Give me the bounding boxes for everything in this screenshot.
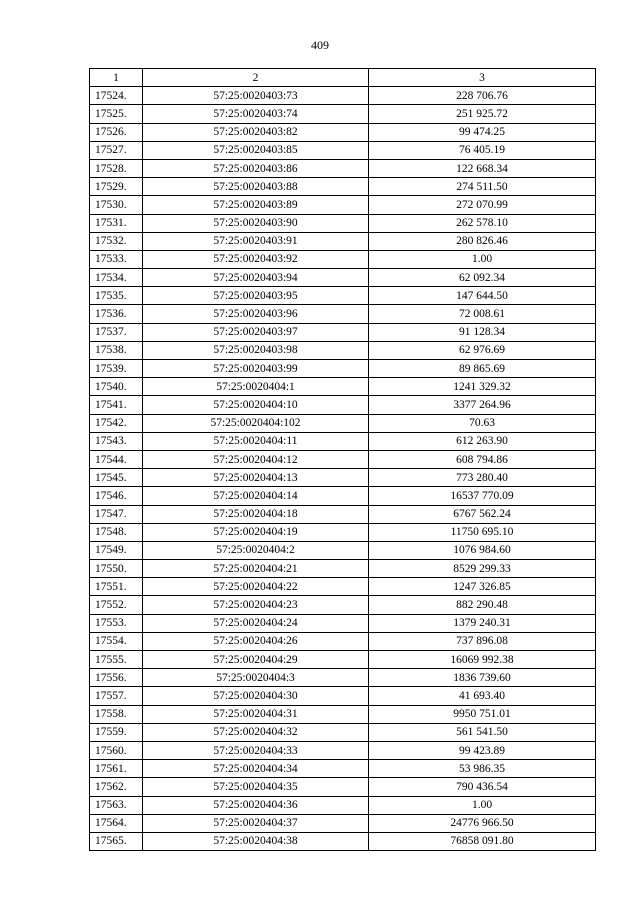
table-row <box>90 432 596 450</box>
table-row <box>90 287 596 305</box>
value-cell: 76858 091.80 <box>369 832 596 850</box>
value-cell: 6767 562.24 <box>369 505 596 523</box>
row-number-cell: 17551. <box>90 578 143 596</box>
row-number-cell: 17562. <box>90 778 143 796</box>
value-cell: 274 511.50 <box>369 178 596 196</box>
table-row <box>90 214 596 232</box>
table-row <box>90 778 596 796</box>
row-number-cell: 17524. <box>90 87 143 105</box>
table-row <box>90 687 596 705</box>
cadastral-number-cell: 57:25:0020404:11 <box>143 432 369 450</box>
cadastral-number-cell: 57:25:0020404:35 <box>143 778 369 796</box>
row-number-cell: 17526. <box>90 123 143 141</box>
value-cell: 9950 751.01 <box>369 705 596 723</box>
page-number: 409 <box>311 38 329 52</box>
row-number-cell: 17536. <box>90 305 143 323</box>
cadastral-number-cell: 57:25:0020403:95 <box>143 287 369 305</box>
data-table <box>89 68 596 851</box>
table-row <box>90 250 596 268</box>
value-cell: 89 865.69 <box>369 360 596 378</box>
table-row <box>90 323 596 341</box>
row-number-cell: 17565. <box>90 832 143 850</box>
cadastral-number-cell: 57:25:0020404:1 <box>143 378 369 396</box>
row-number-cell: 17553. <box>90 614 143 632</box>
table-row <box>90 269 596 287</box>
cadastral-number-cell: 57:25:0020404:30 <box>143 687 369 705</box>
cadastral-number-cell: 57:25:0020403:85 <box>143 141 369 159</box>
value-cell: 773 280.40 <box>369 469 596 487</box>
value-cell: 228 706.76 <box>369 87 596 105</box>
table-row <box>90 796 596 814</box>
table-row <box>90 159 596 177</box>
row-number-cell: 17547. <box>90 505 143 523</box>
cadastral-number-cell: 57:25:0020404:31 <box>143 705 369 723</box>
value-cell: 262 578.10 <box>369 214 596 232</box>
value-cell: 1241 329.32 <box>369 378 596 396</box>
table-row <box>90 196 596 214</box>
row-number-cell: 17560. <box>90 741 143 759</box>
row-number-cell: 17542. <box>90 414 143 432</box>
column-header-2: 2 <box>143 69 369 87</box>
row-number-cell: 17557. <box>90 687 143 705</box>
value-cell: 8529 299.33 <box>369 560 596 578</box>
row-number-cell: 17561. <box>90 760 143 778</box>
value-cell: 99 474.25 <box>369 123 596 141</box>
row-number-cell: 17529. <box>90 178 143 196</box>
table-row <box>90 414 596 432</box>
table-row <box>90 723 596 741</box>
value-cell: 790 436.54 <box>369 778 596 796</box>
cadastral-number-cell: 57:25:0020404:13 <box>143 469 369 487</box>
cadastral-number-cell: 57:25:0020404:2 <box>143 541 369 559</box>
row-number-cell: 17549. <box>90 541 143 559</box>
cadastral-number-cell: 57:25:0020404:12 <box>143 450 369 468</box>
row-number-cell: 17525. <box>90 105 143 123</box>
value-cell: 62 976.69 <box>369 341 596 359</box>
table-row <box>90 378 596 396</box>
value-cell: 882 290.48 <box>369 596 596 614</box>
table-row <box>90 705 596 723</box>
value-cell: 11750 695.10 <box>369 523 596 541</box>
row-number-cell: 17548. <box>90 523 143 541</box>
table-row <box>90 760 596 778</box>
table-row <box>90 505 596 523</box>
row-number-cell: 17555. <box>90 651 143 669</box>
value-cell: 122 668.34 <box>369 159 596 177</box>
row-number-cell: 17554. <box>90 632 143 650</box>
value-cell: 612 263.90 <box>369 432 596 450</box>
table-row <box>90 596 596 614</box>
row-number-cell: 17563. <box>90 796 143 814</box>
cadastral-number-cell: 57:25:0020403:74 <box>143 105 369 123</box>
cadastral-number-cell: 57:25:0020404:29 <box>143 651 369 669</box>
row-number-cell: 17541. <box>90 396 143 414</box>
row-number-cell: 17531. <box>90 214 143 232</box>
row-number-cell: 17552. <box>90 596 143 614</box>
row-number-cell: 17535. <box>90 287 143 305</box>
value-cell: 91 128.34 <box>369 323 596 341</box>
table-row <box>90 651 596 669</box>
cadastral-number-cell: 57:25:0020404:38 <box>143 832 369 850</box>
cadastral-number-cell: 57:25:0020404:21 <box>143 560 369 578</box>
value-cell: 24776 966.50 <box>369 814 596 832</box>
table-row <box>90 632 596 650</box>
value-cell: 16537 770.09 <box>369 487 596 505</box>
row-number-cell: 17534. <box>90 269 143 287</box>
row-number-cell: 17556. <box>90 669 143 687</box>
cadastral-number-cell: 57:25:0020404:36 <box>143 796 369 814</box>
value-cell: 1076 984.60 <box>369 541 596 559</box>
cadastral-number-cell: 57:25:0020404:33 <box>143 741 369 759</box>
table-row <box>90 814 596 832</box>
value-cell: 147 644.50 <box>369 287 596 305</box>
cadastral-number-cell: 57:25:0020403:99 <box>143 360 369 378</box>
cadastral-number-cell: 57:25:0020403:98 <box>143 341 369 359</box>
cadastral-number-cell: 57:25:0020403:92 <box>143 250 369 268</box>
cadastral-number-cell: 57:25:0020403:91 <box>143 232 369 250</box>
cadastral-number-cell: 57:25:0020403:96 <box>143 305 369 323</box>
row-number-cell: 17564. <box>90 814 143 832</box>
row-number-cell: 17538. <box>90 341 143 359</box>
row-number-cell: 17528. <box>90 159 143 177</box>
column-header-1: 1 <box>90 69 143 87</box>
cadastral-number-cell: 57:25:0020404:19 <box>143 523 369 541</box>
value-cell: 76 405.19 <box>369 141 596 159</box>
cadastral-number-cell: 57:25:0020403:90 <box>143 214 369 232</box>
value-cell: 280 826.46 <box>369 232 596 250</box>
table-row <box>90 469 596 487</box>
row-number-cell: 17545. <box>90 469 143 487</box>
cadastral-number-cell: 57:25:0020403:88 <box>143 178 369 196</box>
cadastral-number-cell: 57:25:0020404:22 <box>143 578 369 596</box>
cadastral-number-cell: 57:25:0020403:73 <box>143 87 369 105</box>
value-cell: 16069 992.38 <box>369 651 596 669</box>
cadastral-number-cell: 57:25:0020403:97 <box>143 323 369 341</box>
cadastral-number-cell: 57:25:0020404:24 <box>143 614 369 632</box>
table-row <box>90 450 596 468</box>
row-number-cell: 17544. <box>90 450 143 468</box>
cadastral-number-cell: 57:25:0020403:94 <box>143 269 369 287</box>
value-cell: 1.00 <box>369 250 596 268</box>
table-row <box>90 396 596 414</box>
row-number-cell: 17539. <box>90 360 143 378</box>
cadastral-number-cell: 57:25:0020404:37 <box>143 814 369 832</box>
table-row <box>90 832 596 850</box>
row-number-cell: 17543. <box>90 432 143 450</box>
value-cell: 41 693.40 <box>369 687 596 705</box>
row-number-cell: 17550. <box>90 560 143 578</box>
row-number-cell: 17527. <box>90 141 143 159</box>
table-row <box>90 123 596 141</box>
table-row <box>90 560 596 578</box>
value-cell: 3377 264.96 <box>369 396 596 414</box>
cadastral-number-cell: 57:25:0020404:10 <box>143 396 369 414</box>
table-row <box>90 360 596 378</box>
value-cell: 1379 240.31 <box>369 614 596 632</box>
value-cell: 251 925.72 <box>369 105 596 123</box>
value-cell: 608 794.86 <box>369 450 596 468</box>
cadastral-number-cell: 57:25:0020404:18 <box>143 505 369 523</box>
row-number-cell: 17530. <box>90 196 143 214</box>
table-row <box>90 614 596 632</box>
value-cell: 737 896.08 <box>369 632 596 650</box>
column-header-3: 3 <box>369 69 596 87</box>
table-row <box>90 87 596 105</box>
value-cell: 62 092.34 <box>369 269 596 287</box>
value-cell: 1836 739.60 <box>369 669 596 687</box>
table-row <box>90 232 596 250</box>
row-number-cell: 17533. <box>90 250 143 268</box>
value-cell: 272 070.99 <box>369 196 596 214</box>
cadastral-number-cell: 57:25:0020404:34 <box>143 760 369 778</box>
value-cell: 99 423.89 <box>369 741 596 759</box>
cadastral-number-cell: 57:25:0020404:32 <box>143 723 369 741</box>
table-row <box>90 178 596 196</box>
cadastral-number-cell: 57:25:0020404:14 <box>143 487 369 505</box>
row-number-cell: 17537. <box>90 323 143 341</box>
cadastral-number-cell: 57:25:0020403:89 <box>143 196 369 214</box>
table-row <box>90 541 596 559</box>
cadastral-number-cell: 57:25:0020404:102 <box>143 414 369 432</box>
value-cell: 561 541.50 <box>369 723 596 741</box>
row-number-cell: 17546. <box>90 487 143 505</box>
cadastral-number-cell: 57:25:0020404:23 <box>143 596 369 614</box>
row-number-cell: 17558. <box>90 705 143 723</box>
value-cell: 53 986.35 <box>369 760 596 778</box>
table-body <box>90 87 596 851</box>
table-row <box>90 578 596 596</box>
cadastral-number-cell: 57:25:0020404:26 <box>143 632 369 650</box>
table-row <box>90 341 596 359</box>
table-row <box>90 523 596 541</box>
cadastral-number-cell: 57:25:0020403:82 <box>143 123 369 141</box>
row-number-cell: 17559. <box>90 723 143 741</box>
value-cell: 70.63 <box>369 414 596 432</box>
value-cell: 1.00 <box>369 796 596 814</box>
table-row <box>90 141 596 159</box>
row-number-cell: 17532. <box>90 232 143 250</box>
table-row <box>90 487 596 505</box>
table-row <box>90 305 596 323</box>
table-row <box>90 741 596 759</box>
row-number-cell: 17540. <box>90 378 143 396</box>
table-row <box>90 105 596 123</box>
table-row <box>90 669 596 687</box>
cadastral-number-cell: 57:25:0020403:86 <box>143 159 369 177</box>
value-cell: 72 008.61 <box>369 305 596 323</box>
cadastral-number-cell: 57:25:0020404:3 <box>143 669 369 687</box>
table-header-row <box>90 69 596 87</box>
value-cell: 1247 326.85 <box>369 578 596 596</box>
